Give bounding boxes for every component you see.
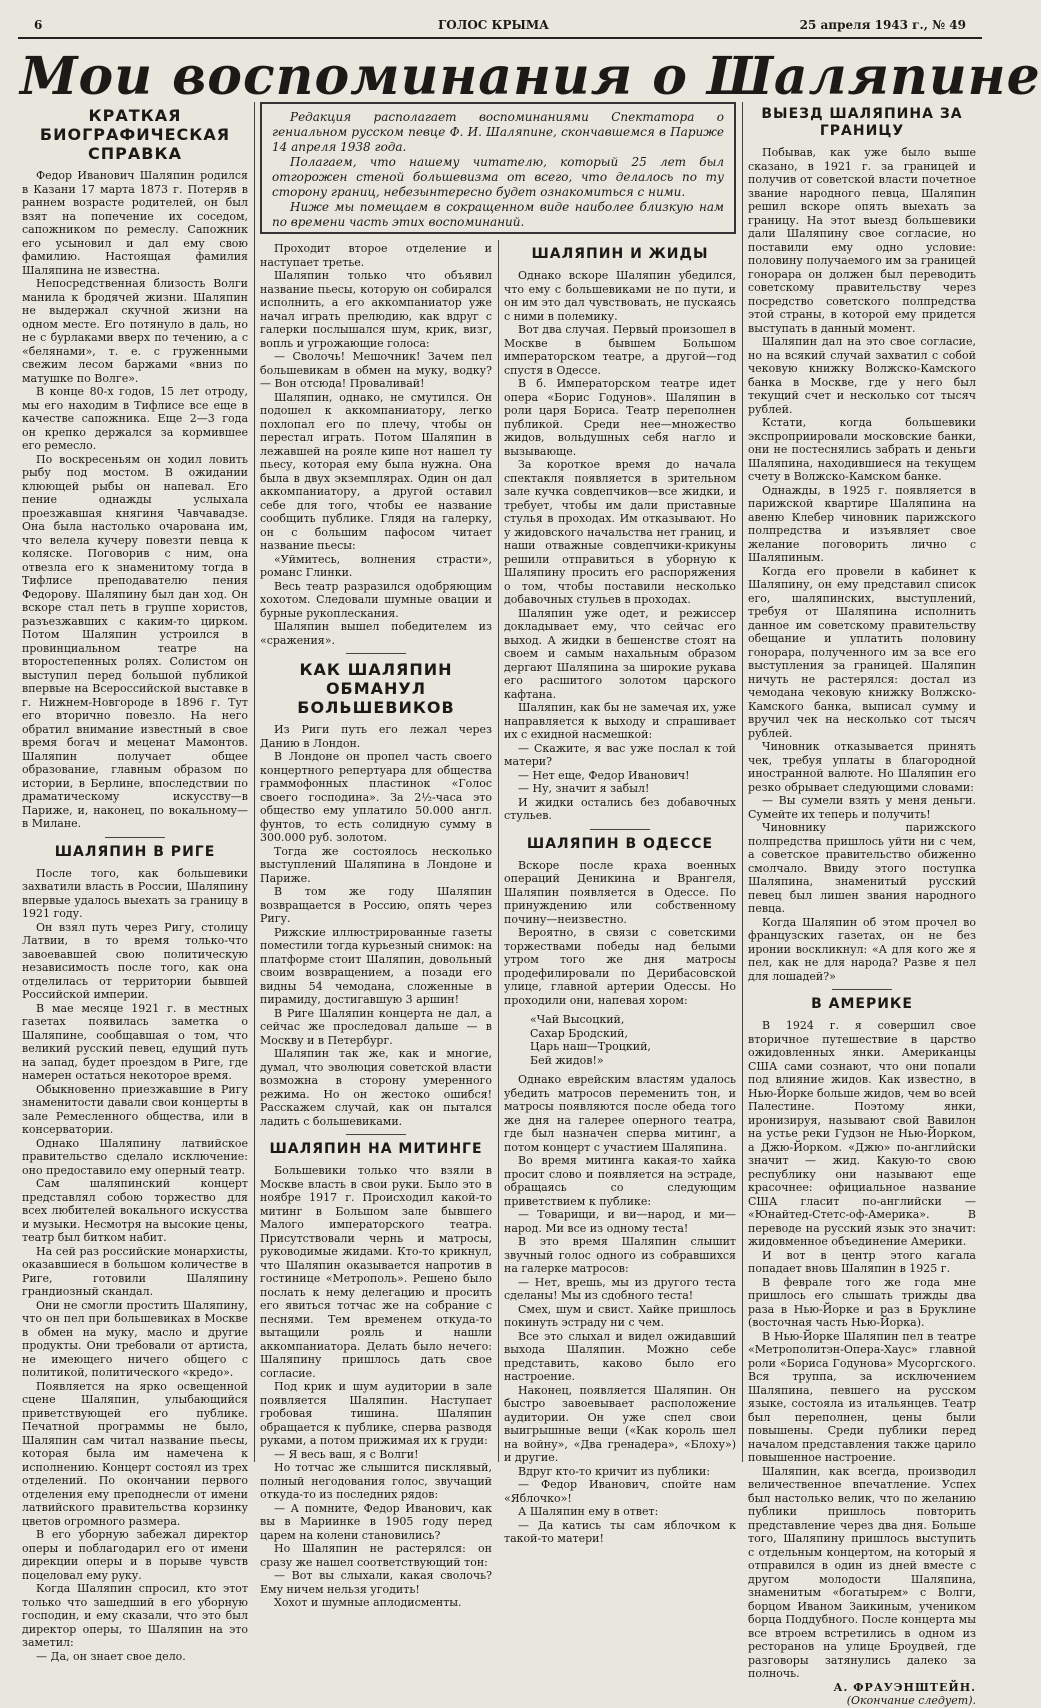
paragraph: Но тотчас же слышится писклявый, полный негодования голос, звучащий откуда-то из последних рядов: bbox=[260, 1461, 492, 1501]
paragraph: — Вот вы слыхали, какая сволочь? Ему ничем нельзя угодить! bbox=[260, 1569, 492, 1596]
paragraph: Шаляпин, как всегда, производил величественное впечатление. Успех был настолько велик, что по желанию публики пришлось повторить представление через два дня. Больше того, Шаляпину пришлось выступить с отдельным концертом, на который я отправился в один из дней вместе с другом молодости Шаляпина, знаменитым «богатырем» с Волги, борцом Иваном Заикиным, учеником борца Поддубного. После концерта мы все втроем встретились в одном из ресторанов на улице Броудвей, где разговоры затянулись далеко за полночь. bbox=[748, 1464, 976, 1680]
editorial-paragraph: Полагаем, что нашему читателю, который 25 лет был отгорожен стеной большевизма от всего, что делалось по ту сторону границ, небезынтересно будет ознакомиться с ними. bbox=[272, 155, 724, 199]
section-heading: ШАЛЯПИН В РИГЕ bbox=[54, 843, 216, 860]
paragraph: За короткое время до начала спектакля появляется в зрительном зале кучка совдепчиков—все жидки, и требует, чтобы им дали приставные стулья в проходах. Им отказывают. Но у жидовского начальства нет границ, и наши отважные совдепчики-крикуны решили отправиться в уборную к Шаляпину просить его распоряжения о том, чтобы поставили несколько добавочных стульев в проходах. bbox=[504, 458, 736, 606]
issue-date: 25 апреля 1943 г., № 49 bbox=[799, 18, 966, 32]
paragraph: Сам шаляпинский концерт представлял собою торжество для всех любителей вокального искусства и музыки. Несмотря на высокие цены, театр был битком набит. bbox=[22, 1177, 248, 1244]
paragraph: В том же году Шаляпин возвращается в Россию, опять через Ригу. bbox=[260, 885, 492, 925]
section-heading: КАК ШАЛЯПИН ОБМАНУЛ БОЛЬШЕВИКОВ bbox=[297, 660, 455, 717]
paragraph: Федор Иванович Шаляпин родился в Казани 17 марта 1873 г. Потеряв в раннем возрасте родителей, он был взят на попечение их соседом, сапожником по ремеслу. Сапожник его усыновил и дал ему свою фамилию. Настоящая фамилия Шаляпина не известна. bbox=[22, 169, 248, 277]
paragraph: Он взял путь через Ригу, столицу Латвии, в то время только-что завоевавшей свою политическую независимость после того, как она отделилась от территории бывшей Российской империи. bbox=[22, 920, 248, 1001]
verse-quote: «Чай Высоцкий, Сахар Бродский, Царь наш—Троцкий, Бей жидов!» bbox=[530, 1013, 651, 1067]
paragraph: И вот в центр этого кагала попадает вновь Шаляпин в 1925 г. bbox=[748, 1248, 976, 1275]
paragraph: — Нет еще, Федор Иванович! bbox=[518, 768, 690, 782]
biography-text bbox=[22, 169, 248, 831]
paragraph: В его уборную забежал директор оперы и поблагодарил его от имени дирекции оперы и в порыве чувств поцеловал ему руку. bbox=[22, 1528, 248, 1582]
paragraph: Тогда же состоялось несколько выступлений Шаляпина в Лондоне и Париже. bbox=[260, 844, 492, 885]
paragraph: В феврале того же года мне пришлось его слышать трижды два раза в Нью-Йорке и раз в Бруклине (восточная часть Нью-Йорка). bbox=[748, 1275, 976, 1329]
paragraph: Однажды, в 1925 г. появляется в парижской квартире Шаляпина на авеню Клебер чиновник парижского полпредства и изъявляет свое желание поговорить лично с Шаляпиным. bbox=[748, 483, 976, 564]
paragraph: — Скажите, я вас уже послал к той матери? bbox=[504, 741, 736, 768]
paragraph: Но Шаляпин не растерялся: он сразу же нашел соответствующий тон: bbox=[260, 1542, 492, 1569]
paragraph: Хохот и шумные аплодисменты. bbox=[274, 1596, 462, 1609]
paragraph: Вот два случая. Первый произошел в Москве в бывшем Большом императорском театре, а другой—год спустя в Одессе. bbox=[504, 323, 736, 377]
paragraph: В конце 80-х годов, 15 лет отроду, мы его находим в Тифлисе все еще в качестве сапожника. Еще 2—3 года он крепко держался за кормившее его ремесло. bbox=[22, 385, 248, 452]
paragraph: А Шаляпин ему в ответ: bbox=[518, 1505, 659, 1518]
editorial-paragraph: Редакция располагает воспоминаниями Спектатора о гениальном русском певце Ф. И. Шаляпине, скончавшемся в Париже 14 апреля 1938 года. bbox=[272, 110, 724, 154]
odessa-text bbox=[504, 859, 736, 1546]
theatre-text bbox=[504, 269, 736, 823]
paragraph: Шаляпин вышел победителем из «сражения». bbox=[260, 620, 492, 647]
paragraph: Шаляпин, как бы не замечая их, уже направляется к выходу и спрашивает их с ехидной насмешкой: bbox=[504, 701, 736, 741]
paragraph: Кстати, когда большевики экспроприировали московские банки, они не постеснялись забрать и деньги Шаляпина, находившиеся на текущем счету в Волжско-Камском банке. bbox=[748, 416, 976, 483]
paragraph: Шаляпин так же, как и многие, думал, что эволюция советской власти возможна в сторону умеренного режима. Но он жестоко ошибся! Расскажем случай, как он пытался ладить с большевиками. bbox=[260, 1047, 492, 1128]
paragraph: Вдруг кто-то кричит из публики: bbox=[518, 1464, 711, 1478]
paragraph: — Да, он знает свое дело. bbox=[36, 1649, 186, 1663]
column-divider bbox=[498, 240, 499, 1462]
paragraph: Во время митинга какая-то хайка просит слово и появляется на эстраде, обращаясь со следующим приветствием к публике: bbox=[504, 1154, 736, 1208]
continued-note: (Окончание следует). bbox=[846, 1694, 976, 1707]
paragraph: Когда Шаляпин спросил, кто этот только что зашедший в его уборную господин, и ему сказали, что это был директор оперы, то Шаляпин на это заметил: bbox=[22, 1582, 248, 1649]
paragraph: «Уймитесь, волнения страсти», романс Глинки. bbox=[260, 552, 492, 579]
paragraph: Смех, шум и свист. Хайке пришлось покинуть эстраду ни с чем. bbox=[504, 1302, 736, 1329]
paragraph: По воскресеньям он ходил ловить рыбу под мостом. В ожидании клюющей рыбы он напевал. Его пение однажды услыхала проезжавшая княгиня Чавчавадзе. Она была настолько очарована им, что велела кучеру повезти певца к коляске. Поговорив с ним, она отвезла его к знаменитому тогда в Тифлисе преподавателю пения Федорову. Шаляпину был дан ход. Он вскоре стал петь в группе хористов, разъезжавших с каким-то цирком. Потом Шаляпин устроился в провинциальном театре на второстепенных ролях. Солистом он выступил перед большой публикой впервые на Всероссийской выставке в г. Нижнем-Новгороде в 1896 г. Тут его вторично повезло. На него обратил внимание известный в свое время богач и меценат Мамонтов. Шаляпин получает общее образование, главным образом по истории, в Берлине, впоследствии по драматическому искусству—в Париже, и, наконец, по вокальному—в Милане. bbox=[22, 452, 248, 830]
paragraph: Шаляпин уже одет, и режиссер докладывает ему, что сейчас его выход. А жидки в бешенстве стоят на своем и самым нахальным образом дергают Шаляпина за широкие рукава его расшитого золотом царского кафтана. bbox=[504, 606, 736, 701]
paragraph: Все это слыхал и видел ожидавший выхода Шаляпин. Можно себе представить, каково было его настроение. bbox=[504, 1329, 736, 1383]
paragraph: — Да катись ты сам яблочком к такой-то матери! bbox=[504, 1518, 736, 1545]
section-heading: В АМЕРИКЕ bbox=[811, 996, 913, 1012]
header-rule bbox=[18, 37, 982, 39]
section-heading: ШАЛЯПИН И ЖИДЫ bbox=[531, 246, 709, 262]
paragraph: Побывав, как уже было выше сказано, в 1921 г. за границей и получив от советской власти почетное звание народного певца, Шаляпин решил вскоре опять выехать за границу. На этот выезд большевики дали Шаляпину свое согласие, но поставили ему одно условие: половину получаемого им за границей гонорара он должен был переводить советскому правительству через посредство советского полпредства этой страны, в которой ему придется выступать в данный момент. bbox=[748, 146, 976, 335]
paragraph: — А помните, Федор Иванович, как вы в Мариинке в 1905 году перед царем на колени становились? bbox=[260, 1501, 492, 1542]
column-divider bbox=[254, 102, 255, 1462]
paragraph: Когда Шаляпин об этом прочел во французских газетах, он не без иронии воскликнул: «А для кого же я пел, как не для народа? Разве я пел для лошадей?» bbox=[748, 915, 976, 983]
editorial-paragraph: Ниже мы помещаем в сокращенном виде наиболее близкую нам по времени часть этих воспоминаний. bbox=[272, 200, 724, 229]
paragraph: Вероятно, в связи с советскими торжествами победы над белыми утром того же дня матросы продефилировали по Дерибасовской улице, главной артерии Одессы. Но проходили они, напевая хором: bbox=[504, 926, 736, 1007]
departure-text bbox=[748, 146, 976, 983]
article-title: Мои воспоминания о Шаляпине bbox=[20, 46, 1041, 107]
section-heading: ВЫЕЗД ШАЛЯПИНА ЗА ГРАНИЦУ bbox=[761, 106, 963, 139]
paragraph: Шаляпин дал на это свое согласие, но на всякий случай захватил с собой чековую книжку Волжско-Камского банка в Москве, где у него был текущий счет и несколько сот тысяч рублей. bbox=[748, 335, 976, 416]
paragraph: Однако Шаляпину латвийское правительство сделало исключение: оно предоставило ему оперный театр. bbox=[22, 1136, 248, 1177]
column-1 bbox=[22, 102, 248, 1663]
paragraph: — Сволочь! Мешочник! Зачем пел большевикам в обмен на муку, водку? — Вон отсюда! Проваливай! bbox=[260, 350, 492, 390]
paragraph: Вскоре после краха военных операций Деникина и Врангеля, Шаляпин появляется в Одессе. По принуждению или собственному почину—неизвестно. bbox=[504, 858, 736, 926]
paragraph: Чиновник отказывается принять чек, требуя уплаты в благородной иностранной валюте. Но Шаляпин его резко обрывает следующими словами: bbox=[748, 740, 976, 794]
paragraph: Они не смогли простить Шаляпину, что он пел при большевиках в Москве в обмен на муку, масло и другие продукты. Они требовали от артиста, не имеющего ничего общего с политикой, политического «кредо». bbox=[22, 1298, 248, 1379]
section-separator bbox=[105, 837, 165, 838]
paragraph: — Вы сумели взять у меня деньги. Сумейте их теперь и получить! bbox=[748, 794, 976, 821]
riga-text bbox=[22, 867, 248, 1664]
paragraph: Под крик и шум аудитории в зале появляется Шаляпин. Наступает гробовая тишина. Шаляпин обращается к публике, сперва разводя руками, а потом прижимая их к груди: bbox=[260, 1380, 492, 1447]
paragraph: — Товарищи, и ви—народ, и ми—народ. Ми все из одному теста! bbox=[504, 1208, 736, 1235]
paragraph: Из Риги путь его лежал через Данию в Лондон. bbox=[260, 723, 492, 750]
paragraph: В Лондоне он пропел часть своего концертного репертуара для общества граммофонных пластинок «Голос своего господина». За 2½-часа это общество ему уплатило 50.000 англ. фунтов, то есть солидную сумму в 300.000 руб. золотом. bbox=[260, 750, 492, 844]
page-number: 6 bbox=[34, 18, 43, 32]
section-separator bbox=[346, 653, 406, 654]
column-divider bbox=[742, 102, 743, 1462]
paragraph: В Нью-Йорке Шаляпин пел в театре «Метрополитэн-Опера-Хаус» главной роли «Бориса Годунова» Мусоргского. Вся труппа, за исключением Шаляпина, певшего на русском языке, состояла из итальянцев. Театр был переполнен, цены были повышены. Среди публики перед началом представления также царило повышенное настроение. bbox=[748, 1329, 976, 1464]
paragraph: — Ну, значит я забыл! bbox=[518, 782, 650, 795]
column-4 bbox=[748, 102, 976, 1707]
paragraph: Однако еврейским властям удалось убедить матросов переменить тон, и матросы появляются после обеда того же дня на галерее оперного театра, где был назначен сперва митинг, а потом концерт с участием Шаляпина. bbox=[504, 1073, 736, 1154]
paragraph: В 1924 г. я совершил свое вторичное путешествие в царство ожидовленных янки. Американцы США сами сознают, что они попали под влияние жидов. Как известно, в Нью-Йорке больше жидов, чем во всей Палестине. Поэтому янки, иронизируя, называют свой Вавилон на устье реки Гудзон не Нью-Йорком, а Джю-Йорком. «Джю» по-английски значит — жид. Какую-то свою республику они называют еще красочнее: официальное название США гласит по-английски — «Юнайтед-Стетс-оф-Америка». В переводе на русский язык это значит: жидовменное объединение Америки. bbox=[748, 1019, 976, 1248]
section-heading: ШАЛЯПИН В ОДЕССЕ bbox=[526, 835, 714, 852]
section-separator bbox=[832, 989, 892, 990]
section-heading: КРАТКАЯ БИОГРАФИЧЕСКАЯ СПРАВКА bbox=[39, 106, 231, 163]
column-3 bbox=[504, 242, 736, 1545]
paragraph: Чиновнику парижского полпредства пришлось уйти ни с чем, а советское правительство обиженно смолчало. Ввиду этого поступка Шаляпина, знаменитый русский певец был лишен звания народного певца. bbox=[748, 821, 976, 915]
paragraph: — Я весь ваш, я с Волги! bbox=[274, 1447, 419, 1461]
section-separator bbox=[346, 1134, 406, 1135]
paragraph: Большевики только что взяли в Москве власть в свои руки. Было это в ноябре 1917 г. Происходил какой-то митинг в Большом зале бывшего Малого императорского театра. Присутствовали чернь и матросы, руководимые жидами. Кто-то крикнул, что Шаляпин оказывается напротив в гостинице «Метрополь». Решено было послать к нему делегацию и просить его явиться тотчас же на собрание с песнями. Тем временем откуда-то вытащили рояль и нашли аккомпаниатора. Делать было нечего: Шаляпину пришлось дать свое согласие. bbox=[260, 1164, 492, 1380]
paragraph: В мае месяце 1921 г. в местных газетах появилась заметка о Шаляпине, сообщавшая о том, что великий русский певец, едущий путь на запад, будет проездом в Риге, где намерен остаться некоторое время. bbox=[22, 1001, 248, 1082]
america-text bbox=[748, 1019, 976, 1681]
paragraph: Непосредственная близость Волги манила к бродячей жизни. Шаляпин не выдержал скучной жизни на одном месте. Его потянуло в даль, но не с бурлаками вверх по течению, а с «белянами», т. е. с груженными свежим лесом баржами «вниз по матушке по Волге». bbox=[22, 277, 248, 385]
paragraph: В это время Шаляпин слышит звучный голос одного из собравшихся на галерке матросов: bbox=[504, 1235, 736, 1275]
paragraph: Однако вскоре Шаляпин убедился, что ему с большевиками не по пути, и он им это дал чувствовать, не пускаясь с ними в полемику. bbox=[504, 269, 736, 323]
paragraph: — Федор Иванович, спойте нам «Яблочко»! bbox=[504, 1478, 736, 1505]
paragraph: После того, как большевики захватили власть в России, Шаляпину впервые удалось выехать за границу в 1921 году. bbox=[22, 866, 248, 920]
paragraph: В Риге Шаляпин концерта не дал, а сейчас же проследовал дальше — в Москву и в Петербург. bbox=[260, 1006, 492, 1047]
paragraph: Рижские иллюстрированные газеты поместили тогда курьезный снимок: на платформе стоит Шаляпин, довольный своим возвращением, а позади его видны 54 чемодана, сложенные в пирамиду, достигавшую 3 аршин! bbox=[260, 925, 492, 1006]
paragraph: Шаляпин только что объявил название пьесы, которую он собирался исполнить, а его аккомпаниатор уже начал играть прелюдию, как вдруг с галерки послышался шум, крик, визг, вопль и угрожающие голоса: bbox=[260, 269, 492, 350]
paragraph: Обыкновенно приезжавшие в Ригу знаменитости давали свои концерты в зале Ремесленного общества, или в консерватории. bbox=[22, 1082, 248, 1136]
paragraph: — Нет, врешь, мы из другого теста сделаны! Мы из сдобного теста! bbox=[504, 1275, 736, 1302]
author-signature: А. ФРАУЭНШТЕЙН. bbox=[833, 1680, 976, 1694]
paragraph: И жидки остались без добавочных стульев. bbox=[504, 795, 736, 822]
section-separator bbox=[590, 829, 650, 830]
riga-continued-text bbox=[260, 242, 492, 647]
paragraph: Наконец, появляется Шаляпин. Он быстро завоевывает расположение аудитории. Он уже спел свои выигрышные вещи («Как король шел на войну», «Два гренадера», «Блоху») и другие. bbox=[504, 1383, 736, 1464]
paragraph: Шаляпин, однако, не смутился. Он подошел к аккомпаниатору, легко похлопал его по плечу, чтобы он перестал играть. Потом Шаляпин в лежавшей на рояле кипе нот нашел ту пьесу, которая ему была нужна. Она была в двух экземплярах. Один он дал аккомпаниатору, а другой оставил себе для того, чтобы ее название сообщить публике. Глядя на галерку, он с большим пафосом читает название пьесы: bbox=[260, 390, 492, 552]
paragraph: В б. Императорском театре идет опера «Борис Годунов». Шаляпин в роли царя Бориса. Театр переполнен публикой. Среди нее—множество жидов, вольдушных себя нагло и вызывающе. bbox=[504, 377, 736, 458]
paragraph: Появляется на ярко освещенной сцене Шаляпин, улыбающийся приветствующей его публике. Печатной программы не было, Шаляпин сам читал название пьесы, которая была им намечена к исполнению. Концерт состоял из трех отделений. По окончании первого отделения ему преподнесли от имени латвийского правительства корзинку цветов огромного размера. bbox=[22, 1379, 248, 1528]
paragraph: Весь театр разразился одобряющим хохотом. Следовали шумные овации и бурные рукоплескания. bbox=[260, 579, 492, 620]
editorial-note bbox=[260, 102, 736, 234]
rally-text bbox=[260, 1164, 492, 1610]
paragraph: На сей раз российские монархисты, оказавшиеся в большом количестве в Риге, готовили Шаляпину грандиозный скандал. bbox=[22, 1244, 248, 1298]
section-heading: ШАЛЯПИН НА МИТИНГЕ bbox=[269, 1141, 483, 1157]
paragraph: Проходит второе отделение и наступает третье. bbox=[260, 242, 492, 269]
column-2 bbox=[260, 242, 492, 1609]
newspaper-name: ГОЛОС КРЫМА bbox=[438, 18, 549, 32]
paragraph: Когда его провели в кабинет к Шаляпину, он ему представил список его, шаляпинских, выступлений, требуя от Шаляпина исполнить данное им советскому правительству обещание и уплатить половину гонорара, полученного им за все его выступления за границей. Шаляпин ничуть не растерялся: достал из чемодана чековую книжку Волжско-Камского банка, выписал сумму и вручил чек на несколько сот тысяч рублей. bbox=[748, 564, 976, 740]
bolsheviks-text bbox=[260, 723, 492, 1128]
